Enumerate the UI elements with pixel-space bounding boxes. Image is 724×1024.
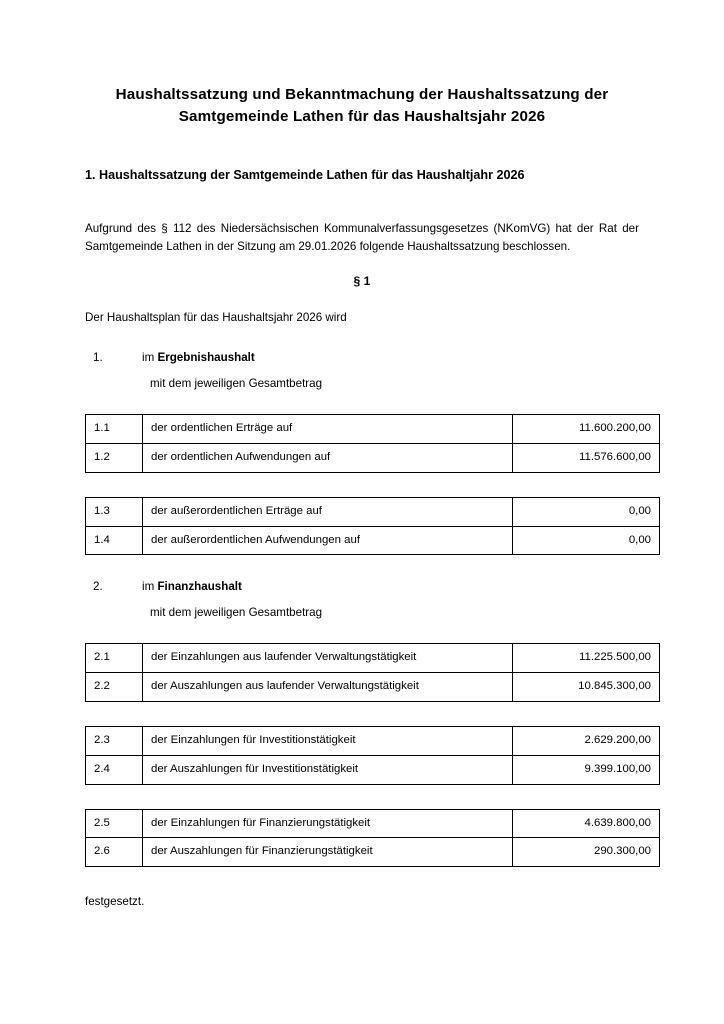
row-description: der Auszahlungen für Finanzierungstätigkeit xyxy=(143,838,513,867)
row-amount: 9.399.100,00 xyxy=(513,755,660,784)
row-amount: 10.845.300,00 xyxy=(513,673,660,702)
list-item xyxy=(85,578,639,595)
spacer xyxy=(85,257,639,274)
table-row xyxy=(86,673,660,702)
row-number: 2.6 xyxy=(86,838,143,867)
row-description: der Einzahlungen aus laufender Verwaltungstätigkeit xyxy=(143,644,513,673)
table-row xyxy=(86,726,660,755)
list-marker-1: 1. xyxy=(93,351,103,365)
list-item xyxy=(85,349,639,366)
row-description: der Auszahlungen aus laufender Verwaltungstätigkeit xyxy=(143,673,513,702)
list-subtitle-2: mit dem jeweiligen Gesamtbetrag xyxy=(150,605,323,619)
list-prefix-2: im xyxy=(142,580,158,594)
row-amount: 2.629.200,00 xyxy=(513,726,660,755)
row-amount: 11.600.200,00 xyxy=(513,415,660,444)
paragraph-symbol-heading: § 1 xyxy=(353,274,371,289)
row-number: 1.3 xyxy=(86,497,143,526)
lead-line: Der Haushaltsplan für das Haushaltsjahr 2026 wird xyxy=(85,310,347,324)
list-title-1: Ergebnishaushalt xyxy=(157,351,255,365)
list-title-2: Finanzhaushalt xyxy=(157,580,242,594)
row-number: 1.1 xyxy=(86,415,143,444)
row-description: der außerordentlichen Aufwendungen auf xyxy=(143,526,513,555)
closing-line: festgesetzt. xyxy=(85,895,145,909)
row-number: 1.2 xyxy=(86,443,143,472)
intro-paragraph: Aufgrund des § 112 des Niedersächsischen Kommunalverfassungsgesetzes (NKomVG) hat der Rat der Samtgemeinde Lathen in der Sitzung am 29.01.2026 folgende Haushaltssatzung beschlossen. xyxy=(85,221,639,254)
row-number: 2.2 xyxy=(86,673,143,702)
list-prefix-1: im xyxy=(142,351,158,365)
row-number: 2.3 xyxy=(86,726,143,755)
list-marker-2: 2. xyxy=(93,580,103,594)
table-row xyxy=(86,644,660,673)
row-number: 2.5 xyxy=(86,809,143,838)
row-description: der Einzahlungen für Finanzierungstätigkeit xyxy=(143,809,513,838)
table-row xyxy=(86,809,660,838)
row-amount: 11.225.500,00 xyxy=(513,644,660,673)
row-description: der außerordentlichen Erträge auf xyxy=(143,497,513,526)
amount-table xyxy=(85,809,660,868)
row-amount: 4.639.800,00 xyxy=(513,809,660,838)
row-amount: 290.300,00 xyxy=(513,838,660,867)
row-amount: 11.576.600,00 xyxy=(513,443,660,472)
page-title-line-2: Samtgemeinde Lathen für das Haushaltsjahr 2026 xyxy=(178,107,546,125)
row-description: der ordentlichen Aufwendungen auf xyxy=(143,443,513,472)
row-number: 1.4 xyxy=(86,526,143,555)
page-title-line-1: Haushaltssatzung und Bekanntmachung der Haushaltssatzung der xyxy=(115,86,609,103)
amount-table xyxy=(85,497,660,556)
table-row xyxy=(86,497,660,526)
section-block-2 xyxy=(85,555,639,621)
amount-table xyxy=(85,643,660,702)
table-row xyxy=(86,415,660,444)
row-description: der Auszahlungen für Investitionstätigkeit xyxy=(143,755,513,784)
list-subtitle-1: mit dem jeweiligen Gesamtbetrag xyxy=(150,376,323,390)
row-description: der ordentlichen Erträge auf xyxy=(143,415,513,444)
list-body-1 xyxy=(142,349,639,366)
amount-table xyxy=(85,414,660,473)
list-body-2 xyxy=(142,578,639,595)
row-amount: 0,00 xyxy=(513,497,660,526)
table-row xyxy=(86,838,660,867)
section-heading: 1. Haushaltssatzung der Samtgemeinde Lathen für das Haushaltjahr 2026 xyxy=(85,168,525,183)
page-title xyxy=(85,0,639,127)
table-row xyxy=(86,526,660,555)
row-number: 2.4 xyxy=(86,755,143,784)
row-description: der Einzahlungen für Investitionstätigkeit xyxy=(143,726,513,755)
row-number: 2.1 xyxy=(86,644,143,673)
amount-table xyxy=(85,726,660,785)
table-row xyxy=(86,755,660,784)
row-amount: 0,00 xyxy=(513,526,660,555)
section-block-1 xyxy=(85,326,639,392)
table-row xyxy=(86,443,660,472)
